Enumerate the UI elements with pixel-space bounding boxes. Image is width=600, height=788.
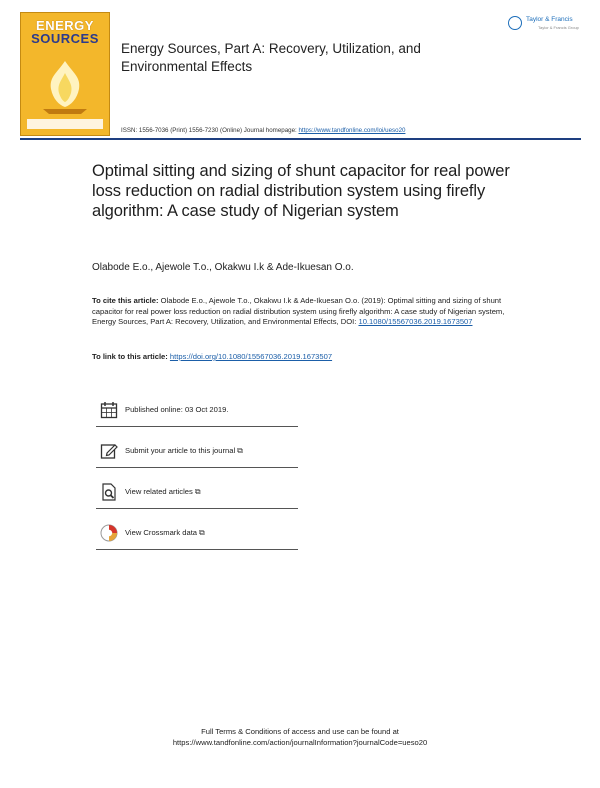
terms-footer — [0, 726, 600, 748]
issn-line — [121, 127, 405, 134]
journal-cover — [20, 12, 110, 136]
cover-flame-icon — [31, 59, 99, 115]
article-authors: Olabode E.o., Ajewole T.o., Okakwu I.k & Ade-Ikuesan O.o. — [92, 262, 354, 273]
cover-footer-band — [27, 119, 103, 129]
external-link-icon: ⧉ — [194, 487, 201, 496]
published-row — [96, 395, 298, 427]
footer-terms-link[interactable]: https://www.tandfonline.com/action/journalInformation?journalCode=ueso20 — [172, 738, 428, 747]
article-doi-link[interactable]: https://doi.org/10.1080/15567036.2019.1673507 — [169, 352, 333, 361]
calendar-icon — [100, 401, 118, 419]
citation-label: To cite this article: — [92, 296, 159, 305]
document-search-icon — [100, 483, 118, 501]
header-divider — [20, 138, 581, 140]
external-link-icon: ⧉ — [199, 528, 205, 537]
citation-doi-link[interactable]: 10.1080/15567036.2019.1673507 — [358, 317, 473, 327]
issn-text: ISSN: 1556-7036 (Print) 1556-7230 (Online) Journal homepage: — [121, 127, 299, 134]
publisher-logo — [508, 14, 588, 36]
submit-article-label: Submit your article to this journal — [125, 446, 236, 455]
publisher-tagline: Taylor & Francis Group — [538, 25, 579, 30]
journal-title: Energy Sources, Part A: Recovery, Utilization, and Environmental Effects — [121, 41, 421, 74]
pencil-edit-icon — [100, 442, 118, 460]
citation-text: Olabode E.o., Ajewole T.o., Okakwu I.k & Ade-Ikuesan O.o. (2019): Optimal sitting and sizing of shunt capacitor for real power loss reduction on radial distribution system using firefly algorithm: A case study of Nigerian system, Energy Sources, Part A: Recovery, Utilization, and Environmental Effects, DOI: — [92, 296, 505, 327]
cover-title-line2: SOURCES — [31, 31, 99, 46]
article-title: Optimal sitting and sizing of shunt capacitor for real power loss reduction on radial distribution system using firefly algorithm: A case study of Nigerian system — [92, 162, 510, 220]
link-to-article — [92, 352, 332, 361]
link-label: To link to this article: — [92, 352, 170, 361]
cover-title-line1: ENERGY — [36, 18, 94, 33]
submit-article-link[interactable] — [125, 446, 243, 456]
publisher-brand: Taylor & Francis — [526, 16, 573, 23]
publisher-logo-icon — [508, 16, 522, 30]
crossmark-label: View Crossmark data — [125, 528, 198, 537]
related-articles-label: View related articles — [125, 487, 193, 496]
cover-title — [21, 19, 109, 45]
crossmark-row[interactable] — [96, 518, 298, 550]
external-link-icon: ⧉ — [237, 446, 243, 455]
crossmark-link[interactable] — [125, 528, 205, 538]
crossmark-icon — [100, 524, 118, 542]
journal-homepage-link[interactable]: https://www.tandfonline.com/loi/ueso20 — [298, 127, 406, 134]
related-articles-link[interactable] — [125, 487, 201, 497]
footer-line1: Full Terms & Conditions of access and use can be found at — [201, 727, 399, 736]
published-date: Published online: 03 Oct 2019. — [125, 405, 229, 414]
citation-block — [92, 296, 522, 328]
related-articles-row[interactable] — [96, 477, 298, 509]
submit-article-row[interactable] — [96, 436, 298, 468]
